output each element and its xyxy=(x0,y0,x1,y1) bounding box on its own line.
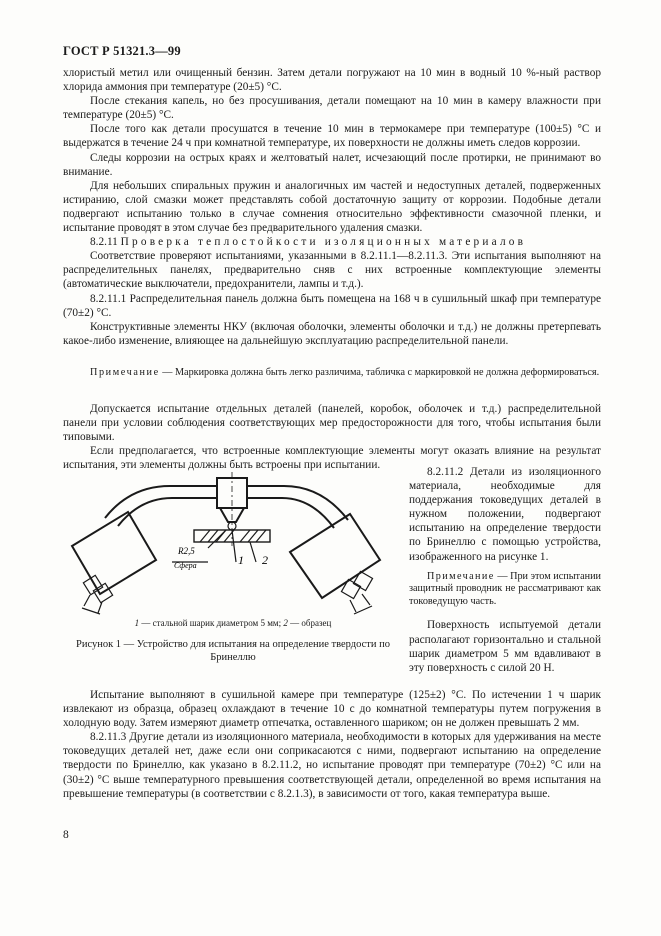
note-block xyxy=(63,367,601,380)
radius-label: R2,5 xyxy=(178,546,195,556)
document-header: ГОСТ Р 51321.3—99 xyxy=(63,44,181,58)
bottom-text-block xyxy=(63,688,601,801)
figure-legend: 1 — стальной шарик диаметром 5 мм; 2 — образец xyxy=(134,618,332,628)
callout-2: 2 xyxy=(262,553,268,567)
middle-text-block xyxy=(63,402,601,472)
paragraph: Допускается испытание отдельных деталей (панелей, коробок, оболочек и т.д.) распределительной панели при условии соблюдения соответствующих мер предосторожности для того, чтобы испытания были типовыми. xyxy=(63,403,601,444)
paragraph: 8.2.11.3 Другие детали из изоляционного материала, необходимости в которых для удерживания на месте токоведущих деталей нет, даже если они соприкасаются с ними, подвергают испытанию на определение твердости по Бринеллю, как указано в 8.2.11.2, но испытание проводят при температуре (70±2) °С или на (30±2) °С выше температурного превышения соответствующей детали, определенной во время испытания на превышение температуры (в соответствии с 8.2.1.3), в зависимости от того, какая температура выше. xyxy=(63,731,601,800)
paragraph: хлористый метил или очищенный бензин. Затем детали погружают на 10 мин в водный 10 %-ный раствор хлорида аммония при температуре (20±5) °С. xyxy=(63,67,601,94)
sphere-label: Сфера xyxy=(174,561,197,570)
note-text: — Маркировка должна быть легко различима, табличка с маркировкой не должна деформироваться. xyxy=(162,367,600,378)
note-label: Примечание xyxy=(427,570,495,582)
paragraph: 8.2.11.2 Детали из изоляционного материала, необходимые для поддержания токоведущих деталей в нужном положении, подвергают испытанию на определение твердости по Бринеллю с помощью устройства, изображенного на рисунке 1. xyxy=(409,466,601,563)
note-text: — При этом испытании защитный проводник не рассматривают как токоведущую часть. xyxy=(409,570,601,607)
paragraph: После стекания капель, но без просушивания, детали помещают на 10 мин в камеру влажности при температуре (20±5) °С. xyxy=(63,95,601,122)
page-number: 8 xyxy=(63,829,69,841)
paragraph: Испытание выполняют в сушильной камере при температуре (125±2) °С. По истечении 1 ч шарик извлекают из образца, образец охлаждают в течение 10 с до комнатной температуры путем погружения в холодную воду. Затем измеряют диаметр отпечатка, оставленного шариком; он не должен превышать 2 мм. xyxy=(63,689,601,730)
paragraph: Поверхность испытуемой детали располагают горизонтально и стальной шарик диаметром 5 мм вдавливают в эту поверхность с силой 20 Н. xyxy=(409,619,601,674)
paragraph: Если предполагается, что встроенные комплектующие элементы могут оказать влияние на результат испытания, эти элементы должны быть встроены при испытании. xyxy=(63,445,601,472)
note-label: Примечание xyxy=(90,367,160,378)
paragraph: Следы коррозии на острых краях и желтоватый налет, исчезающий после протирки, не принимают во внимание. xyxy=(63,151,601,178)
paragraph: 8.2.11.1 Распределительная панель должна быть помещена на 168 ч в сушильный шкаф при температуре (70±2) °С. xyxy=(63,292,601,319)
section-title: Проверка теплостойкости изоляционных материалов xyxy=(120,236,527,249)
right-weight-block xyxy=(290,514,380,598)
callout-1: 1 xyxy=(238,553,244,567)
figure-caption: Рисунок 1 — Устройство для испытания на определение твердости по Бринеллю xyxy=(75,639,390,663)
right-arm-inner xyxy=(248,498,334,528)
paragraph: После того как детали просушатся в течение 10 мин в термокамере при температуре (100±5) °С и выдержатся в течение 24 ч при комнатной температуре, их поверхности не должны иметь следов коррозии. xyxy=(63,123,601,150)
paragraph: Для небольших спиральных пружин и аналогичных им частей и недоступных деталей, подверженных истиранию, слой смазки может представлять собой достаточную защиту от коррозии. Подобные детали подвергают испытанию только в случае сомнения относительно эффективности смазочной пленки, и испытание проводят в этом случае без предварительного удаления смазки. xyxy=(63,179,601,235)
left-arm-outer xyxy=(105,486,218,518)
brinell-test-device-figure xyxy=(60,468,406,618)
right-arm-outer xyxy=(248,486,348,520)
right-column-text xyxy=(409,465,601,675)
top-text-block xyxy=(63,66,601,348)
paragraph: Конструктивные элементы НКУ (включая оболочки, элементы оболочки и т.д.) не должны претерпевать какое-либо изменение, влияющее на дальнейшую эксплуатацию распределительной панели. xyxy=(63,320,601,347)
section-heading xyxy=(63,235,601,249)
section-number: 8.2.11 xyxy=(90,236,118,249)
paragraph: Соответствие проверяют испытаниями, указанными в 8.2.11.1—8.2.11.3. Эти испытания выполняют на распределительных панелях, предварительно сняв с них встроенные комплектующие элементы (автоматические выключатели, предохранители, лампы и т.д.). xyxy=(63,250,601,291)
